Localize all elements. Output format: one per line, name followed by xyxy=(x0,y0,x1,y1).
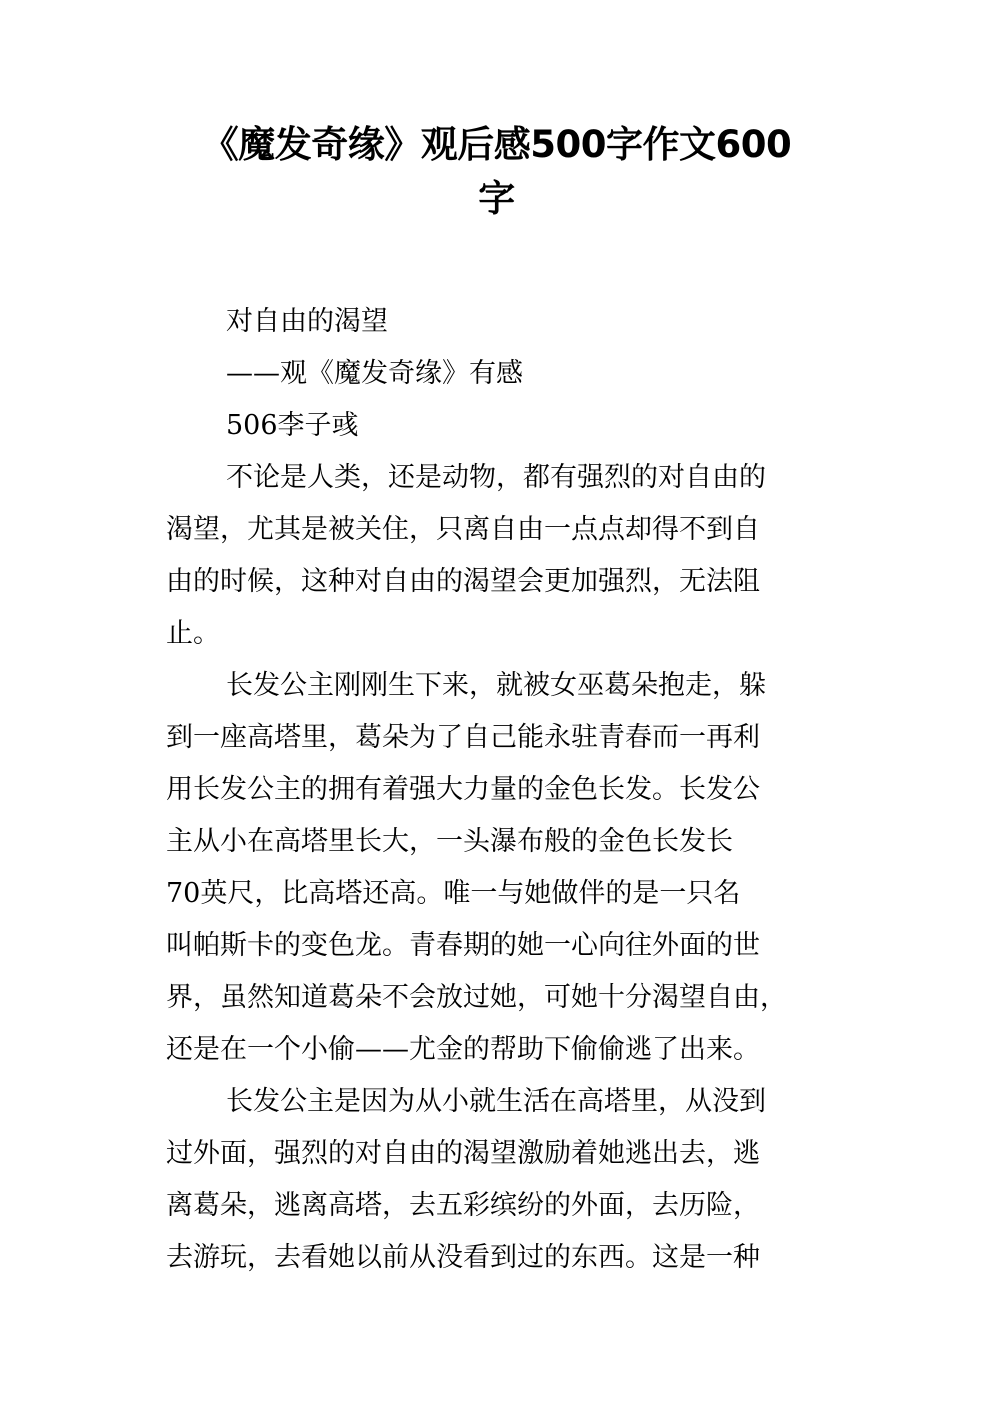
essay-subheading: ——观《魔发奇缘》有感 xyxy=(226,358,523,389)
document-title xyxy=(150,118,843,226)
essay-author: 506李子彧 xyxy=(226,410,359,441)
paragraph-line: 过外面，强烈的对自由的渴望激励着她逃出去，逃 xyxy=(166,1138,760,1169)
paragraph-line: 不论是人类，还是动物，都有强烈的对自由的 xyxy=(226,462,766,493)
paragraph-line: 渴望，尤其是被关住，只离自由一点点却得不到自 xyxy=(166,514,760,545)
paragraph-1 xyxy=(166,452,846,660)
document-body xyxy=(166,296,846,1284)
paragraph-line: 叫帕斯卡的变色龙。青春期的她一心向往外面的世 xyxy=(166,930,760,961)
paragraph-line: 还是在一个小偷——尤金的帮助下偷偷逃了出来。 xyxy=(166,1034,760,1065)
paragraph-line: 长发公主刚刚生下来，就被女巫葛朵抱走，躲 xyxy=(226,670,766,701)
paragraph-line: 离葛朵，逃离高塔，去五彩缤纷的外面，去历险， xyxy=(166,1190,760,1221)
paragraph-3 xyxy=(166,1076,846,1284)
paragraph-line: 去游玩，去看她以前从没看到过的东西。这是一种 xyxy=(166,1242,760,1273)
paragraph-line: 70英尺，比高塔还高。唯一与她做伴的是一只名 xyxy=(166,878,741,909)
title-line: 《魔发奇缘》观后感500字作文600 xyxy=(201,123,792,166)
paragraph-line: 止。 xyxy=(166,618,220,649)
paragraph-line: 主从小在高塔里长大，一头瀑布般的金色长发长 xyxy=(166,826,733,857)
paragraph-2 xyxy=(166,660,846,1076)
essay-heading: 对自由的渴望 xyxy=(226,306,388,337)
paragraph-line: 由的时候，这种对自由的渴望会更加强烈，无法阻 xyxy=(166,566,760,597)
paragraph-line: 界，虽然知道葛朵不会放过她，可她十分渴望自由， xyxy=(166,982,787,1013)
paragraph-line: 用长发公主的拥有着强大力量的金色长发。长发公 xyxy=(166,774,760,805)
paragraph-line: 到一座高塔里，葛朵为了自己能永驻青春而一再利 xyxy=(166,722,760,753)
paragraph-line: 长发公主是因为从小就生活在高塔里，从没到 xyxy=(226,1086,766,1117)
title-line: 字 xyxy=(478,177,515,220)
